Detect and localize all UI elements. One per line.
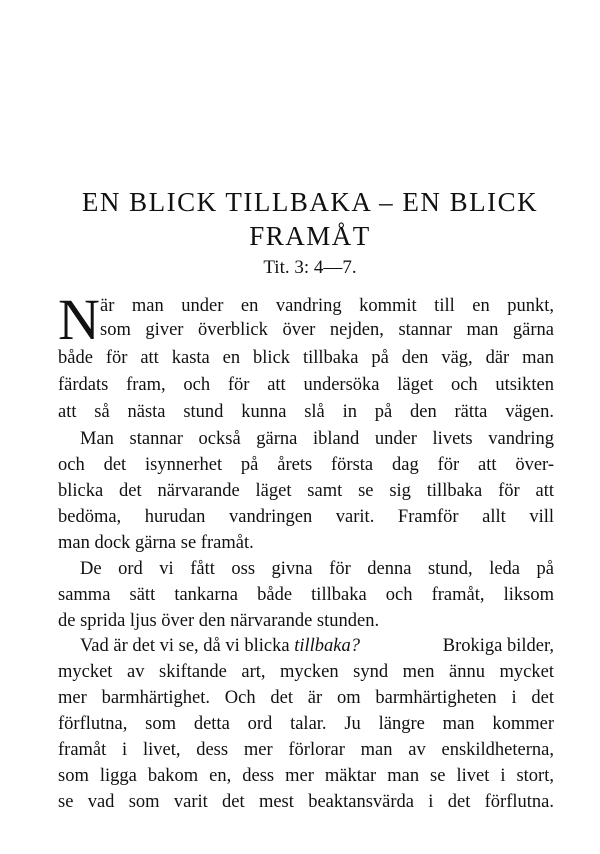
text-line: som giver överblick över nejden, stannar man gärna [100, 320, 554, 340]
text-line: framåt i livet, dess mer förlorar man av enskildheterna, [58, 740, 554, 760]
text-line: bedöma, hurudan vandringen varit. Framför allt vill [58, 507, 554, 527]
scripture-reference: Tit. 3: 4—7. [263, 257, 357, 278]
chapter-title-line-2: FRAMÅT [249, 221, 371, 251]
text-line: är man under en vandring kommit till en punkt, [100, 296, 554, 316]
text-segment: Vad är det vi se, då vi blicka [80, 636, 290, 656]
text-line: De ord vi fått oss givna för denna stund, leda på [80, 559, 554, 579]
text-line: samma sätt tankarna både tillbaka och framåt, liksom [58, 585, 554, 605]
text-line: som ligga bakom en, dess mer mäktar man se livet i stort, [58, 766, 554, 786]
text-line: Man stannar också gärna ibland under livets vandring [80, 429, 554, 449]
text-line: att så nästa stund kunna slå in på den rätta vägen. [58, 402, 554, 422]
text-line: mycket av skiftande art, mycken synd men ännu mycket [58, 662, 554, 682]
text-line: man dock gärna se framåt. [58, 533, 254, 553]
chapter-title-line-1: EN BLICK TILLBAKA – EN BLICK [81, 187, 539, 217]
text-line: se vad som varit det mest beaktansvärda i det förflutna. [58, 792, 554, 812]
emphasized-word: tillbaka? [294, 636, 361, 656]
text-line: blicka det närvarande läget samt se sig tillbaka för att [58, 481, 554, 501]
text-line: både för att kasta en blick tillbaka på den väg, där man [58, 348, 554, 368]
text-line [80, 634, 554, 658]
text-line: färdats fram, och för att undersöka läget och utsikten [58, 375, 554, 395]
text-line: och det isynnerhet på årets första dag för att över- [58, 455, 554, 475]
text-segment: Brokiga bilder, [442, 636, 554, 656]
text-line: de sprida ljus över den närvarande stunden. [58, 611, 380, 631]
text-line: förflutna, som detta ord talar. Ju längre man kommer [58, 714, 554, 734]
text-line: mer barmhärtighet. Och det är om barmhärtigheten i det [58, 688, 554, 708]
drop-cap: N [58, 287, 100, 352]
